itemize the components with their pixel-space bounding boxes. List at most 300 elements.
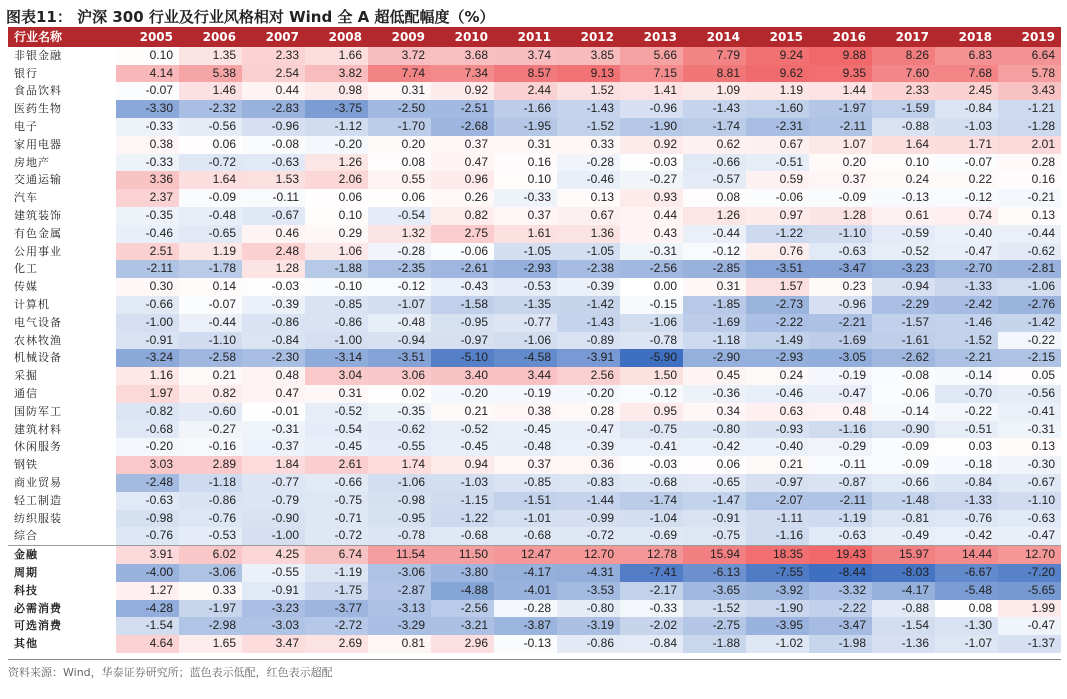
industry-name: 交通运输 xyxy=(14,173,62,187)
value-cell: -0.45 xyxy=(305,438,368,456)
value-cell: -3.06 xyxy=(179,564,242,582)
value-cell: 0.44 xyxy=(620,207,683,225)
value-cell: -0.65 xyxy=(179,225,242,243)
value-cell: 3.04 xyxy=(305,367,368,385)
value-cell: -0.45 xyxy=(494,421,557,439)
value-cell: -3.53 xyxy=(557,582,620,600)
group-row xyxy=(8,564,1061,582)
value-cell: -2.15 xyxy=(998,349,1061,367)
value-cell: -1.37 xyxy=(998,635,1061,653)
value-cell: -0.11 xyxy=(242,189,305,207)
value-cell: -0.39 xyxy=(242,296,305,314)
value-cell: -0.96 xyxy=(242,118,305,136)
industry-name: 建筑材料 xyxy=(14,422,62,436)
industry-name: 化工 xyxy=(14,262,38,276)
value-cell: -2.22 xyxy=(746,314,809,332)
value-cell: 0.44 xyxy=(242,82,305,100)
value-cell: -0.12 xyxy=(620,385,683,403)
value-cell: 4.64 xyxy=(116,635,179,653)
table-row xyxy=(8,118,1061,136)
value-cell: 0.20 xyxy=(368,136,431,154)
value-cell: 3.44 xyxy=(494,367,557,385)
value-cell: -0.79 xyxy=(242,492,305,510)
value-cell: -3.47 xyxy=(809,260,872,278)
value-cell: -0.47 xyxy=(998,617,1061,635)
value-cell: -2.56 xyxy=(431,600,494,618)
value-cell: -0.53 xyxy=(494,278,557,296)
industry-name: 房地产 xyxy=(14,155,50,169)
value-cell: -2.51 xyxy=(431,100,494,118)
group-name: 可选消费 xyxy=(14,619,62,633)
value-cell: -7.20 xyxy=(998,564,1061,582)
group-row xyxy=(8,546,1061,564)
value-cell: -0.28 xyxy=(494,600,557,618)
value-cell: 1.44 xyxy=(809,82,872,100)
value-cell: -0.40 xyxy=(746,438,809,456)
group-row xyxy=(8,600,1061,618)
value-cell: 0.10 xyxy=(116,47,179,65)
value-cell: 3.74 xyxy=(494,47,557,65)
value-cell: -0.21 xyxy=(998,189,1061,207)
value-cell: -0.52 xyxy=(305,403,368,421)
value-cell: -0.12 xyxy=(368,278,431,296)
header-year: 2005 xyxy=(116,29,179,47)
header-year: 2008 xyxy=(305,29,368,47)
value-cell: -0.36 xyxy=(683,385,746,403)
value-cell: 1.64 xyxy=(179,171,242,189)
value-cell: -0.76 xyxy=(935,510,998,528)
value-cell: -0.80 xyxy=(557,600,620,618)
value-cell: 3.68 xyxy=(431,47,494,65)
value-cell: -0.42 xyxy=(935,527,998,545)
table-row xyxy=(8,367,1061,385)
value-cell: -0.48 xyxy=(179,207,242,225)
value-cell: 1.16 xyxy=(116,367,179,385)
value-cell: -0.86 xyxy=(557,635,620,653)
value-cell: -1.18 xyxy=(179,474,242,492)
value-cell: -1.00 xyxy=(116,314,179,332)
value-cell: 9.62 xyxy=(746,65,809,83)
value-cell: -0.35 xyxy=(116,207,179,225)
value-cell: 1.64 xyxy=(872,136,935,154)
bottom-divider xyxy=(8,659,1061,660)
value-cell: 6.02 xyxy=(179,546,242,564)
value-cell: 1.65 xyxy=(179,635,242,653)
value-cell: -2.30 xyxy=(242,349,305,367)
value-cell: 15.94 xyxy=(683,546,746,564)
value-cell: 1.61 xyxy=(494,225,557,243)
table-body xyxy=(8,47,1061,653)
value-cell: -1.98 xyxy=(809,635,872,653)
value-cell: 0.97 xyxy=(746,207,809,225)
header-year: 2017 xyxy=(872,29,935,47)
table-row xyxy=(8,296,1061,314)
value-cell: 0.74 xyxy=(935,207,998,225)
value-cell: -0.87 xyxy=(809,474,872,492)
value-cell: -8.44 xyxy=(809,564,872,582)
value-cell: -3.47 xyxy=(809,617,872,635)
table-row xyxy=(8,171,1061,189)
value-cell: -0.95 xyxy=(431,314,494,332)
value-cell: -1.59 xyxy=(872,100,935,118)
value-cell: -2.48 xyxy=(116,474,179,492)
value-cell: 0.43 xyxy=(620,225,683,243)
value-cell: -0.86 xyxy=(305,314,368,332)
value-cell: -2.73 xyxy=(746,296,809,314)
value-cell: 1.53 xyxy=(242,171,305,189)
industry-name: 国防军工 xyxy=(14,404,62,418)
value-cell: 0.10 xyxy=(305,207,368,225)
value-cell: 0.82 xyxy=(431,207,494,225)
value-cell: -0.89 xyxy=(557,332,620,350)
value-cell: 0.67 xyxy=(746,136,809,154)
value-cell: -8.03 xyxy=(872,564,935,582)
value-cell: -0.54 xyxy=(305,421,368,439)
industry-name: 电气设备 xyxy=(14,315,62,329)
value-cell: -2.93 xyxy=(746,349,809,367)
value-cell: -2.35 xyxy=(368,260,431,278)
value-cell: -3.23 xyxy=(872,260,935,278)
value-cell: 0.26 xyxy=(431,189,494,207)
value-cell: -3.30 xyxy=(116,100,179,118)
value-cell: 1.26 xyxy=(683,207,746,225)
value-cell: -0.16 xyxy=(179,438,242,456)
value-cell: -0.09 xyxy=(809,189,872,207)
value-cell: -0.91 xyxy=(242,582,305,600)
value-cell: 12.70 xyxy=(998,546,1061,564)
value-cell: -1.06 xyxy=(620,314,683,332)
value-cell: -0.27 xyxy=(179,421,242,439)
value-cell: 11.54 xyxy=(368,546,431,564)
value-cell: 0.36 xyxy=(557,456,620,474)
industry-name: 医药生物 xyxy=(14,102,62,116)
value-cell: -3.51 xyxy=(746,260,809,278)
value-cell: 2.01 xyxy=(998,136,1061,154)
value-cell: -0.11 xyxy=(809,456,872,474)
value-cell: 1.66 xyxy=(305,47,368,65)
table-row xyxy=(8,189,1061,207)
value-cell: 0.37 xyxy=(809,171,872,189)
value-cell: -1.70 xyxy=(368,118,431,136)
value-cell: 2.89 xyxy=(179,456,242,474)
industry-name: 采掘 xyxy=(14,369,38,383)
value-cell: -1.74 xyxy=(683,118,746,136)
value-cell: 0.61 xyxy=(872,207,935,225)
value-cell: 0.28 xyxy=(998,154,1061,172)
value-cell: 11.50 xyxy=(431,546,494,564)
value-cell: -0.81 xyxy=(872,510,935,528)
value-cell: -0.14 xyxy=(872,403,935,421)
value-cell: 0.92 xyxy=(431,82,494,100)
header-industry-name: 行业名称 xyxy=(8,29,116,47)
group-name: 必需消费 xyxy=(14,601,62,615)
value-cell: 2.69 xyxy=(305,635,368,653)
value-cell: -0.80 xyxy=(683,421,746,439)
value-cell: 2.33 xyxy=(872,82,935,100)
value-cell: -1.54 xyxy=(872,617,935,635)
industry-name: 电子 xyxy=(14,119,38,133)
value-cell: -0.59 xyxy=(872,225,935,243)
table-row xyxy=(8,474,1061,492)
table-row xyxy=(8,438,1061,456)
value-cell: -3.24 xyxy=(116,349,179,367)
value-cell: -7.41 xyxy=(620,564,683,582)
header-year: 2007 xyxy=(242,29,305,47)
value-cell: 0.23 xyxy=(809,278,872,296)
value-cell: -1.16 xyxy=(809,421,872,439)
value-cell: -0.55 xyxy=(242,564,305,582)
value-cell: -1.97 xyxy=(809,100,872,118)
value-cell: 0.59 xyxy=(746,171,809,189)
value-cell: -1.02 xyxy=(746,635,809,653)
value-cell: -0.18 xyxy=(935,456,998,474)
industry-name: 纺织服装 xyxy=(14,511,62,525)
header-year: 2006 xyxy=(179,29,242,47)
table-row xyxy=(8,278,1061,296)
value-cell: 12.70 xyxy=(557,546,620,564)
value-cell: -0.44 xyxy=(683,225,746,243)
value-cell: -0.91 xyxy=(116,332,179,350)
value-cell: -0.20 xyxy=(557,385,620,403)
value-cell: -2.83 xyxy=(242,100,305,118)
value-cell: -0.56 xyxy=(998,385,1061,403)
value-cell: -0.66 xyxy=(683,154,746,172)
value-cell: -0.93 xyxy=(746,421,809,439)
value-cell: -0.51 xyxy=(935,421,998,439)
value-cell: -0.39 xyxy=(557,438,620,456)
value-cell: -0.29 xyxy=(809,438,872,456)
value-cell: -1.44 xyxy=(557,492,620,510)
table-row xyxy=(8,243,1061,261)
value-cell: 5.78 xyxy=(998,65,1061,83)
value-cell: -0.68 xyxy=(494,527,557,545)
value-cell: 0.21 xyxy=(431,403,494,421)
value-cell: -0.07 xyxy=(935,154,998,172)
industry-name: 公用事业 xyxy=(14,244,62,258)
value-cell: 3.82 xyxy=(305,65,368,83)
value-cell: -0.09 xyxy=(179,189,242,207)
value-cell: -0.69 xyxy=(620,527,683,545)
industry-name: 汽车 xyxy=(14,191,38,205)
value-cell: -1.42 xyxy=(557,296,620,314)
value-cell: -1.15 xyxy=(431,492,494,510)
value-cell: 2.37 xyxy=(116,189,179,207)
value-cell: 0.31 xyxy=(683,278,746,296)
value-cell: -0.71 xyxy=(305,510,368,528)
industry-name: 机械设备 xyxy=(14,351,62,365)
value-cell: 3.85 xyxy=(557,47,620,65)
value-cell: -0.94 xyxy=(368,332,431,350)
value-cell: -0.63 xyxy=(242,154,305,172)
value-cell: 0.92 xyxy=(620,136,683,154)
value-cell: -0.77 xyxy=(494,314,557,332)
industry-name: 计算机 xyxy=(14,297,50,311)
table-row xyxy=(8,421,1061,439)
value-cell: -0.84 xyxy=(935,474,998,492)
value-cell: -0.14 xyxy=(935,367,998,385)
value-cell: 0.21 xyxy=(746,456,809,474)
value-cell: -1.12 xyxy=(305,118,368,136)
value-cell: -0.63 xyxy=(116,492,179,510)
value-cell: -2.90 xyxy=(683,349,746,367)
value-cell: -0.46 xyxy=(746,385,809,403)
value-cell: 3.91 xyxy=(116,546,179,564)
value-cell: -0.90 xyxy=(242,510,305,528)
value-cell: -0.20 xyxy=(431,385,494,403)
value-cell: 3.72 xyxy=(368,47,431,65)
value-cell: 1.84 xyxy=(242,456,305,474)
value-cell: -0.37 xyxy=(242,438,305,456)
value-cell: 0.81 xyxy=(368,635,431,653)
value-cell: -2.38 xyxy=(557,260,620,278)
value-cell: -0.07 xyxy=(179,296,242,314)
value-cell: -1.90 xyxy=(620,118,683,136)
value-cell: -0.28 xyxy=(368,243,431,261)
value-cell: 3.40 xyxy=(431,367,494,385)
value-cell: 0.48 xyxy=(809,403,872,421)
value-cell: -1.22 xyxy=(431,510,494,528)
value-cell: 7.79 xyxy=(683,47,746,65)
value-cell: 0.29 xyxy=(305,225,368,243)
value-cell: -5.65 xyxy=(998,582,1061,600)
value-cell: -0.19 xyxy=(494,385,557,403)
table-row xyxy=(8,332,1061,350)
value-cell: -1.06 xyxy=(998,278,1061,296)
table-row xyxy=(8,349,1061,367)
value-cell: 0.96 xyxy=(431,171,494,189)
value-cell: -1.19 xyxy=(809,510,872,528)
value-cell: 7.34 xyxy=(431,65,494,83)
value-cell: -7.55 xyxy=(746,564,809,582)
header-year: 2016 xyxy=(809,29,872,47)
value-cell: -0.98 xyxy=(116,510,179,528)
value-cell: -3.65 xyxy=(683,582,746,600)
value-cell: 0.13 xyxy=(998,207,1061,225)
value-cell: -0.84 xyxy=(935,100,998,118)
value-cell: -0.95 xyxy=(368,510,431,528)
value-cell: 0.22 xyxy=(935,171,998,189)
value-cell: -2.76 xyxy=(998,296,1061,314)
value-cell: -1.54 xyxy=(116,617,179,635)
value-cell: -2.11 xyxy=(809,118,872,136)
value-cell: -0.45 xyxy=(431,438,494,456)
value-cell: 0.95 xyxy=(620,403,683,421)
value-cell: 1.57 xyxy=(746,278,809,296)
value-cell: -2.68 xyxy=(431,118,494,136)
value-cell: 0.45 xyxy=(683,367,746,385)
value-cell: -2.98 xyxy=(179,617,242,635)
value-cell: -4.28 xyxy=(116,600,179,618)
value-cell: -0.97 xyxy=(746,474,809,492)
value-cell: 0.47 xyxy=(431,154,494,172)
value-cell: -0.03 xyxy=(620,154,683,172)
value-cell: -0.33 xyxy=(620,600,683,618)
value-cell: -0.48 xyxy=(494,438,557,456)
page-title: 图表11： 沪深 300 行业及行业风格相对 Wind 全 A 超低配幅度（%） xyxy=(6,8,495,26)
value-cell: -2.81 xyxy=(998,260,1061,278)
value-cell: -0.75 xyxy=(305,492,368,510)
value-cell: -2.29 xyxy=(872,296,935,314)
value-cell: 2.51 xyxy=(116,243,179,261)
value-cell: 0.00 xyxy=(620,278,683,296)
value-cell: -0.49 xyxy=(872,527,935,545)
value-cell: -1.52 xyxy=(935,332,998,350)
value-cell: -0.53 xyxy=(179,527,242,545)
value-cell: -0.63 xyxy=(809,527,872,545)
value-cell: 3.47 xyxy=(242,635,305,653)
value-cell: -1.58 xyxy=(431,296,494,314)
value-cell: -0.97 xyxy=(431,332,494,350)
value-cell: -0.86 xyxy=(179,492,242,510)
value-cell: -0.43 xyxy=(431,278,494,296)
value-cell: -0.35 xyxy=(368,403,431,421)
value-cell: -1.57 xyxy=(872,314,935,332)
industry-name: 有色金属 xyxy=(14,226,62,240)
value-cell: -2.87 xyxy=(368,582,431,600)
value-cell: 0.24 xyxy=(872,171,935,189)
header-year: 2013 xyxy=(620,29,683,47)
value-cell: -0.08 xyxy=(872,367,935,385)
value-cell: 1.50 xyxy=(620,367,683,385)
group-name: 金融 xyxy=(8,546,116,564)
value-cell: -0.90 xyxy=(872,421,935,439)
value-cell: -1.35 xyxy=(494,296,557,314)
value-cell: 1.74 xyxy=(368,456,431,474)
value-cell: -3.77 xyxy=(305,600,368,618)
header-year: 2014 xyxy=(683,29,746,47)
value-cell: 7.68 xyxy=(935,65,998,83)
value-cell: -1.33 xyxy=(935,278,998,296)
value-cell: 1.27 xyxy=(116,582,179,600)
value-cell: -1.95 xyxy=(494,118,557,136)
value-cell: -0.76 xyxy=(179,510,242,528)
value-cell: 5.38 xyxy=(179,65,242,83)
value-cell: -2.75 xyxy=(683,617,746,635)
value-cell: -0.03 xyxy=(242,278,305,296)
value-cell: -0.85 xyxy=(305,296,368,314)
value-cell: -0.88 xyxy=(872,600,935,618)
value-cell: -1.21 xyxy=(998,100,1061,118)
value-cell: -1.88 xyxy=(683,635,746,653)
value-cell: -0.06 xyxy=(746,189,809,207)
value-cell: 1.07 xyxy=(809,136,872,154)
value-cell: -0.98 xyxy=(368,492,431,510)
value-cell: -0.13 xyxy=(494,635,557,653)
table-row xyxy=(8,385,1061,403)
value-cell: -0.96 xyxy=(809,296,872,314)
value-cell: -0.20 xyxy=(305,136,368,154)
value-cell: 9.88 xyxy=(809,47,872,65)
value-cell: -2.22 xyxy=(809,600,872,618)
value-cell: -0.30 xyxy=(998,456,1061,474)
value-cell: -0.46 xyxy=(557,171,620,189)
value-cell: 0.05 xyxy=(998,367,1061,385)
value-cell: 8.57 xyxy=(494,65,557,83)
value-cell: 0.10 xyxy=(494,171,557,189)
value-cell: -0.52 xyxy=(872,243,935,261)
value-cell: 3.03 xyxy=(116,456,179,474)
value-cell: -0.33 xyxy=(494,189,557,207)
value-cell: 0.10 xyxy=(872,154,935,172)
value-cell: -0.66 xyxy=(305,474,368,492)
value-cell: -1.30 xyxy=(935,617,998,635)
value-cell: -1.48 xyxy=(872,492,935,510)
value-cell: 2.33 xyxy=(242,47,305,65)
value-cell: 1.09 xyxy=(683,82,746,100)
value-cell: 0.21 xyxy=(179,367,242,385)
value-cell: 0.34 xyxy=(683,403,746,421)
table-row xyxy=(8,100,1061,118)
